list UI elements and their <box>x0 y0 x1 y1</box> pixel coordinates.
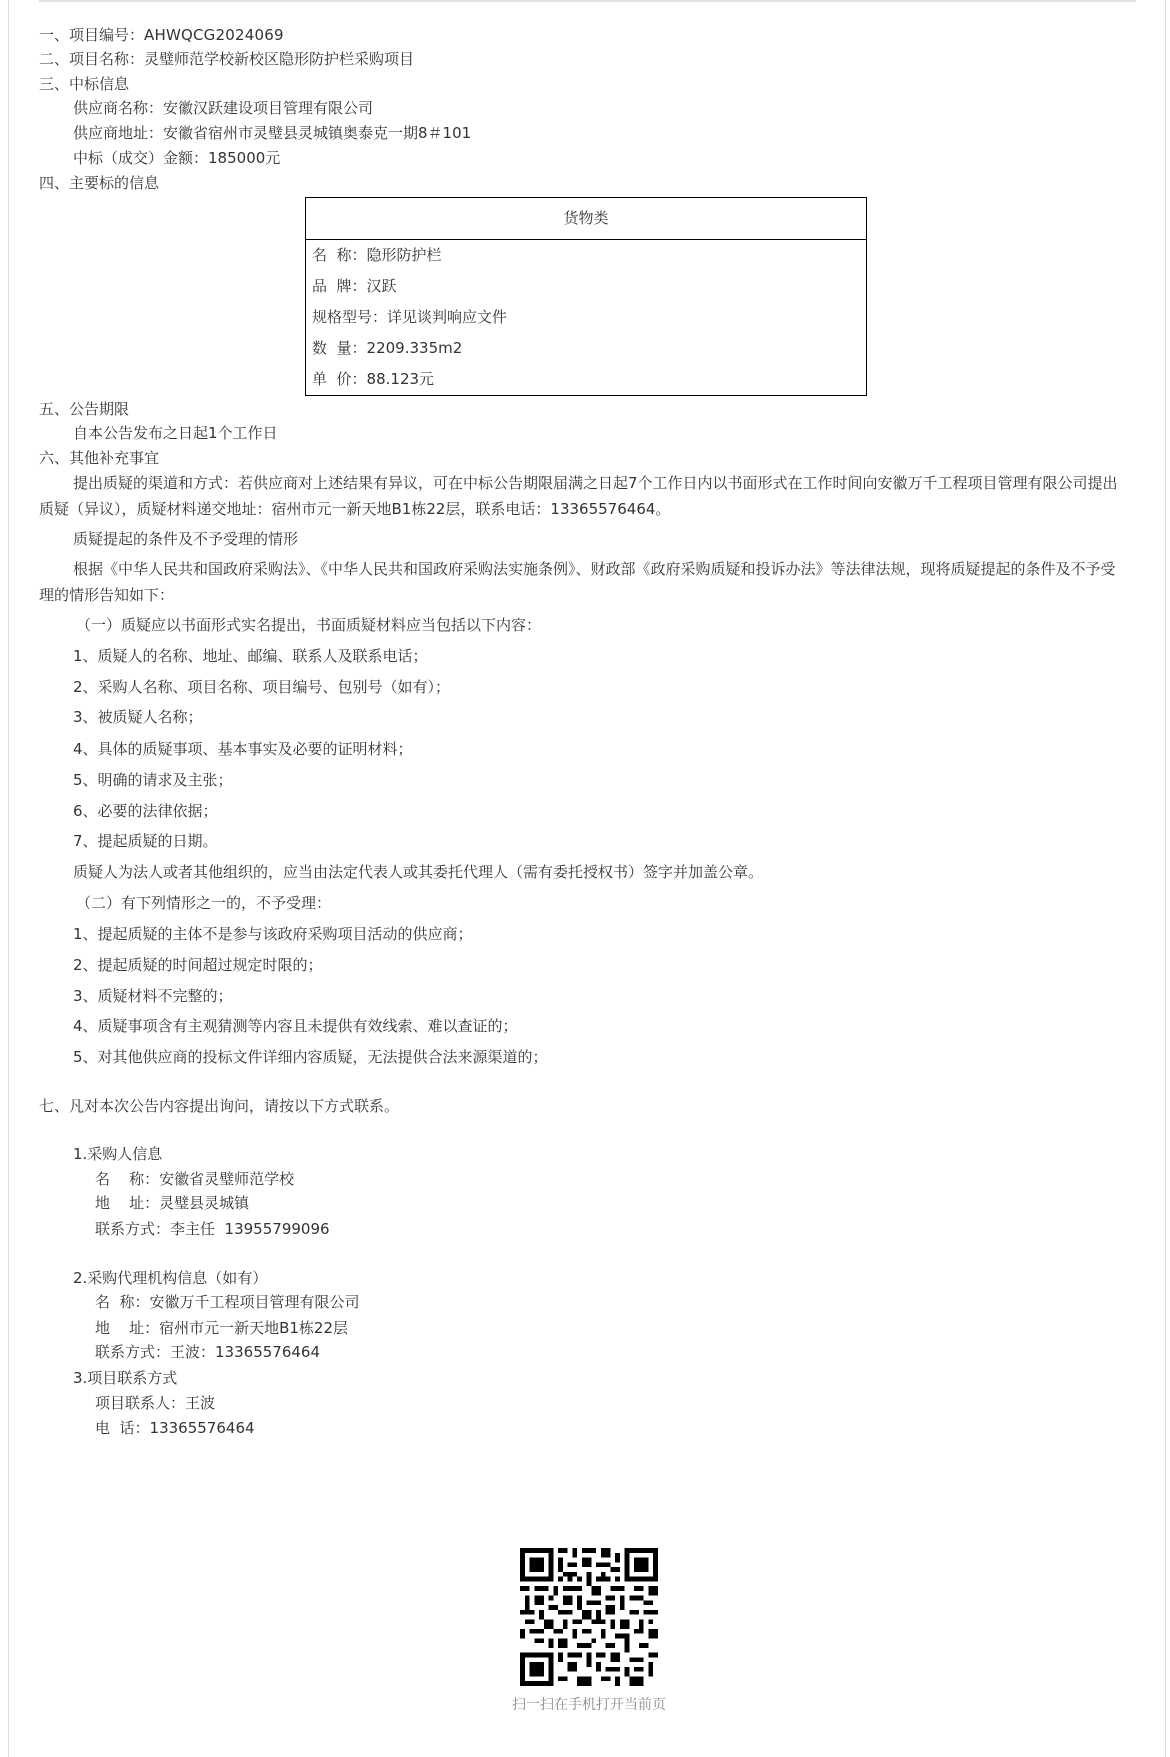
part1-item: 4、具体的质疑事项、基本事实及必要的证明材料； <box>73 740 413 758</box>
project-contact-phone-value: 13365576464 <box>149 1419 255 1437</box>
project-number-value: AHWQCG2024069 <box>144 26 284 44</box>
part1-item: 5、明确的请求及主张； <box>73 771 233 789</box>
project-number <box>39 25 284 45</box>
notice-period-heading: 五、公告期限 <box>39 400 130 418</box>
goods-table-row <box>306 302 866 333</box>
goods-unit-price-value: 88.123元 <box>366 370 435 388</box>
project-contact-phone <box>95 1418 255 1438</box>
supplier-address-value: 安徽省宿州市灵璧县灵城镇奥泰克一期8＃101 <box>163 124 472 142</box>
inquiry-heading: 七、凡对本次公告内容提出询问，请按以下方式联系。 <box>39 1097 400 1115</box>
agency-address-label: 地 址： <box>95 1319 160 1337</box>
goods-brand-label: 品 牌： <box>312 277 367 295</box>
project-name <box>39 49 414 69</box>
part2-item: 3、质疑材料不完整的； <box>73 987 233 1005</box>
project-number-label: 一、项目编号： <box>39 26 145 44</box>
project-name-value: 灵璧师范学校新校区隐形防护栏采购项目 <box>144 50 415 68</box>
top-divider <box>39 0 1136 2</box>
goods-table-header: 货物类 <box>306 198 866 240</box>
purchaser-heading: 1.采购人信息 <box>73 1145 163 1163</box>
award-info-heading: 三、中标信息 <box>39 75 130 93</box>
purchaser-contact-label: 联系方式： <box>95 1220 171 1238</box>
signature-note: 质疑人为法人或者其他组织的，应当由法定代表人或其委托代理人（需有委托授权书）签字并加盖公章。 <box>73 863 764 881</box>
agency-name-label: 名 称： <box>95 1293 150 1311</box>
agency-name <box>95 1292 360 1312</box>
project-contact-phone-label: 电 话： <box>95 1419 150 1437</box>
goods-unit-price-label: 单 价： <box>312 370 367 388</box>
supplier-name <box>73 98 373 118</box>
purchaser-name-label: 名 称： <box>95 1170 160 1188</box>
goods-model-label: 规格型号： <box>312 308 388 326</box>
challenge-channel-paragraph: 提出质疑的渠道和方式：若供应商对上述结果有异议，可在中标公告期限届满之日起7个工作日内以书面形式在工作时间向安徽万千工程项目管理有限公司提出质疑（异议），质疑材料递交地址：宿州市元一新天地B1栋22层，联系电话：13365576464。 <box>39 474 1118 518</box>
agency-name-value: 安徽万千工程项目管理有限公司 <box>149 1293 360 1311</box>
goods-name-label: 名 称： <box>312 246 367 264</box>
part1-item: 6、必要的法律依据； <box>73 802 218 820</box>
goods-model-value: 详见谈判响应文件 <box>387 308 508 326</box>
agency-contact-value: 王波：13365576464 <box>170 1343 320 1361</box>
award-amount <box>73 148 280 168</box>
purchaser-contact <box>95 1219 330 1239</box>
award-amount-label: 中标（成交）金额： <box>73 149 209 167</box>
goods-table-row <box>306 364 866 395</box>
part1-item: 1、质疑人的名称、地址、邮编、联系人及联系电话； <box>73 647 428 665</box>
part2-item: 2、提起质疑的时间超过规定时限的； <box>73 956 323 974</box>
goods-quantity-label: 数 量： <box>312 339 367 357</box>
part1-item: 3、被质疑人名称； <box>73 708 203 726</box>
purchaser-name <box>95 1169 294 1189</box>
project-name-label: 二、项目名称： <box>39 50 145 68</box>
part2-item: 4、质疑事项含有主观猜测等内容且未提供有效线索、难以查证的； <box>73 1017 518 1035</box>
legal-basis-paragraph: 根据《中华人民共和国政府采购法》、《中华人民共和国政府采购法实施条例》、财政部《政府采购质疑和投诉办法》等法律法规，现将质疑提起的条件及不予受理的情形告知如下： <box>39 560 1116 604</box>
qr-code-icon <box>520 1548 658 1686</box>
notice-period-text: 自本公告发布之日起1个工作日 <box>73 424 278 442</box>
part2-heading: （二）有下列情形之一的，不予受理： <box>76 894 332 912</box>
agency-contact <box>95 1342 320 1362</box>
goods-table-row <box>306 240 866 271</box>
agency-address <box>95 1318 348 1338</box>
agency-address-value: 宿州市元一新天地B1栋22层 <box>159 1319 349 1337</box>
goods-table <box>305 197 867 396</box>
purchaser-contact-value: 李主任 13955799096 <box>170 1220 330 1238</box>
purchaser-address-value: 灵璧县灵城镇 <box>159 1194 250 1212</box>
part2-item: 1、提起质疑的主体不是参与该政府采购项目活动的供应商； <box>73 925 473 943</box>
supplier-name-value: 安徽汉跃建设项目管理有限公司 <box>163 99 374 117</box>
project-contact-heading: 3.项目联系方式 <box>73 1369 178 1387</box>
other-matters-heading: 六、其他补充事宜 <box>39 449 160 467</box>
part1-heading: （一）质疑应以书面形式实名提出，书面质疑材料应当包括以下内容： <box>76 616 542 634</box>
goods-table-row <box>306 271 866 302</box>
agency-heading: 2.采购代理机构信息（如有） <box>73 1269 268 1287</box>
purchaser-address <box>95 1193 249 1213</box>
supplier-address-label: 供应商地址： <box>73 124 164 142</box>
part2-item: 5、对其他供应商的投标文件详细内容质疑，无法提供合法来源渠道的； <box>73 1048 548 1066</box>
supplier-name-label: 供应商名称： <box>73 99 164 117</box>
part1-item: 2、采购人名称、项目名称、项目编号、包别号（如有）； <box>73 678 451 696</box>
supplier-address <box>73 123 471 143</box>
goods-name-value: 隐形防护栏 <box>366 246 442 264</box>
project-contact-person <box>95 1393 215 1413</box>
goods-brand-value: 汉跃 <box>366 277 397 295</box>
agency-contact-label: 联系方式： <box>95 1343 171 1361</box>
goods-quantity-value: 2209.335m2 <box>366 339 463 357</box>
project-contact-person-label: 项目联系人： <box>95 1394 186 1412</box>
part1-item: 7、提起质疑的日期。 <box>73 832 218 850</box>
purchaser-name-value: 安徽省灵璧师范学校 <box>159 1170 295 1188</box>
purchaser-address-label: 地 址： <box>95 1194 160 1212</box>
main-subject-heading: 四、主要标的信息 <box>39 174 160 192</box>
goods-table-row <box>306 333 866 364</box>
qr-caption: 扫一扫在手机打开当前页 <box>512 1697 666 1713</box>
project-contact-person-value: 王波 <box>185 1394 216 1412</box>
conditions-heading: 质疑提起的条件及不予受理的情形 <box>73 530 299 548</box>
award-amount-value: 185000元 <box>208 149 281 167</box>
